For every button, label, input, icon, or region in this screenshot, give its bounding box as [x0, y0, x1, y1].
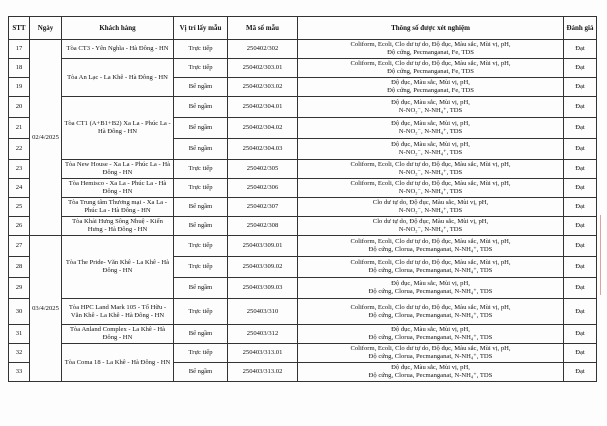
row-code: 250402/308	[228, 217, 298, 236]
table-body	[9, 40, 597, 382]
row-params	[298, 344, 564, 363]
row-code: 250402/302	[228, 40, 298, 59]
row-result: Đạt	[564, 59, 597, 78]
row-location: Bể ngầm	[174, 139, 228, 160]
param-line: Coliform, Ecoli, Clo dư tự do, Độ đục, Màu sắc, Mùi vị, pH,	[350, 41, 511, 49]
header-date: Ngày	[30, 17, 62, 40]
row-code: 250403/313.01	[228, 344, 298, 363]
row-location: Trực tiếp	[174, 344, 228, 363]
row-code: 250402/304.03	[228, 139, 298, 160]
param-line: N-NO₂⁻, N-NH₄⁺, TDS	[398, 207, 463, 214]
row-params	[298, 40, 564, 59]
table-row	[9, 59, 597, 78]
table-row	[9, 217, 597, 236]
header-code: Mã số mẫu	[228, 17, 298, 40]
row-result: Đạt	[564, 97, 597, 118]
row-result: Đạt	[564, 363, 597, 382]
row-result: Đạt	[564, 198, 597, 217]
row-stt: 23	[9, 160, 30, 179]
row-code: 250403/310	[228, 299, 298, 325]
row-params	[298, 160, 564, 179]
row-date: 03/4/2025	[30, 236, 62, 382]
row-stt: 19	[9, 78, 30, 97]
row-location: Trực tiếp	[174, 257, 228, 278]
row-stt: 29	[9, 278, 30, 299]
row-stt: 31	[9, 325, 30, 344]
results-table	[8, 16, 597, 382]
param-line: Độ cứng, Pecmanganat, Fe, TDS	[387, 87, 474, 94]
param-line: Độ đục, Màu sắc, Mùi vị, pH,	[391, 326, 470, 334]
row-result: Đạt	[564, 139, 597, 160]
row-customer: Tòa Trung tâm Thương mại - Xa La - Phúc La - Hà Đông - HN	[62, 198, 174, 217]
row-customer: Tòa The Pride- Văn Khê - La Khê - Hà Đông - HN	[62, 236, 174, 299]
param-line: Coliform, Ecoli, Clo dư tự do, Độ đục, Màu sắc, Mùi vị, pH,	[350, 60, 511, 68]
row-code: 250402/303.02	[228, 78, 298, 97]
row-code: 250403/309.03	[228, 278, 298, 299]
row-customer: Tòa CT1 (A+B1+B2) Xa La - Phúc La - Hà Đông - HN	[62, 97, 174, 160]
row-location: Bể ngầm	[174, 198, 228, 217]
row-params	[298, 97, 564, 118]
row-params	[298, 139, 564, 160]
row-location: Trực tiếp	[174, 299, 228, 325]
row-location: Trực tiếp	[174, 160, 228, 179]
param-line: Coliform, Ecoli, Clo dư tự do, Độ đục, Màu sắc, Mùi vị, pH,	[350, 259, 511, 267]
row-code: 250402/303.01	[228, 59, 298, 78]
row-params	[298, 363, 564, 382]
row-customer: Tòa Hemisco - Xa La - Phúc La - Hà Đông - HN	[62, 179, 174, 198]
row-result: Đạt	[564, 78, 597, 97]
param-line: Độ đục, Màu sắc, Mùi vị, pH,	[391, 364, 470, 372]
row-params	[298, 236, 564, 257]
param-line: Độ cứng, Clorua, Pecmanganat, N-NH₄⁺, TDS	[368, 334, 493, 341]
row-params	[298, 78, 564, 97]
row-customer: Tòa CT3 - Yên Nghĩa - Hà Đông - HN	[62, 40, 174, 59]
row-stt: 18	[9, 59, 30, 78]
table-row	[9, 344, 597, 363]
header-params: Thông số được xét nghiệm	[298, 17, 564, 40]
row-result: Đạt	[564, 278, 597, 299]
table-row	[9, 299, 597, 325]
param-line: Coliform, Ecoli, Clo dư tự do, Độ đục, Màu sắc, Mùi vị, pH,	[350, 303, 511, 311]
param-line: N-NO₂⁻, N-NH₄⁺, TDS	[398, 188, 463, 195]
param-line: N-NO₂⁻, N-NH₄⁺, TDS	[398, 226, 463, 233]
row-code: 250403/312	[228, 325, 298, 344]
row-customer: Tòa HPC Land Mark 105 - Tố Hữu - Văn Khê - La Khê - Hà Đông - HN	[62, 299, 174, 325]
row-location: Trực tiếp	[174, 59, 228, 78]
row-customer: Tòa An Lạc - La Khê - Hà Đông - HN	[62, 59, 174, 97]
row-params	[298, 257, 564, 278]
row-stt: 22	[9, 139, 30, 160]
param-line: Độ cứng, Clorua, Pecmanganat, N-NH₄⁺, TDS	[368, 372, 493, 379]
row-stt: 21	[9, 118, 30, 139]
row-code: 250403/309.02	[228, 257, 298, 278]
param-line: Độ đục, Màu sắc, Mùi vị, pH,	[391, 141, 470, 149]
table-row	[9, 236, 597, 257]
row-stt: 33	[9, 363, 30, 382]
row-result: Đạt	[564, 40, 597, 59]
row-params	[298, 325, 564, 344]
row-code: 250402/304.01	[228, 97, 298, 118]
header-row	[9, 17, 597, 40]
table-row	[9, 179, 597, 198]
row-stt: 28	[9, 257, 30, 278]
row-result: Đạt	[564, 299, 597, 325]
row-customer: Tòa Coma 18 - La Khê - Hà Đông - HN	[62, 344, 174, 382]
row-result: Đạt	[564, 118, 597, 139]
row-customer: Tòa Anland Complex - La Khê - Hà Đông - HN	[62, 325, 174, 344]
row-params	[298, 179, 564, 198]
row-location: Bể ngầm	[174, 78, 228, 97]
param-line: Độ cứng, Clorua, Pecmanganat, N-NH₄⁺, TDS	[368, 353, 493, 360]
row-params	[298, 198, 564, 217]
row-location: Trực tiếp	[174, 179, 228, 198]
row-result: Đạt	[564, 325, 597, 344]
param-line: Độ đục, Màu sắc, Mùi vị, pH,	[391, 120, 470, 128]
header-result: Đánh giá	[564, 17, 597, 40]
row-code: 250403/313.02	[228, 363, 298, 382]
param-line: N-NO₂⁻, N-NH₄⁺, TDS	[398, 107, 463, 114]
param-line: Coliform, Ecoli, Clo dư tự do, Độ đục, Màu sắc, Mùi vị, pH,	[350, 238, 511, 246]
row-date: 02/4/2025	[30, 40, 62, 236]
param-line: Độ đục, Màu sắc, Mùi vị, pH,	[391, 99, 470, 107]
row-location: Bể ngầm	[174, 217, 228, 236]
table-row	[9, 40, 597, 59]
param-line: Độ cứng, Clorua, Pecmanganat, N-NH₄⁺, TDS	[368, 246, 493, 253]
row-code: 250402/307	[228, 198, 298, 217]
row-code: 250402/305	[228, 160, 298, 179]
row-stt: 24	[9, 179, 30, 198]
table-row	[9, 325, 597, 344]
param-line: Coliform, Ecoli, Clo dư tự do, Độ đục, Màu sắc, Mùi vị, pH,	[350, 161, 511, 169]
param-line: Độ đục, Màu sắc, Mùi vị, pH,	[391, 280, 470, 288]
row-location: Bể ngầm	[174, 325, 228, 344]
row-params	[298, 278, 564, 299]
row-code: 250402/306	[228, 179, 298, 198]
param-line: Coliform, Ecoli, Clo dư tự do, Độ đục, Màu sắc, Mùi vị, pH,	[350, 180, 511, 188]
row-stt: 27	[9, 236, 30, 257]
row-location: Trực tiếp	[174, 40, 228, 59]
row-result: Đạt	[564, 160, 597, 179]
row-location: Bể ngầm	[174, 97, 228, 118]
row-code: 250402/304.02	[228, 118, 298, 139]
row-code: 250403/309.01	[228, 236, 298, 257]
row-stt: 17	[9, 40, 30, 59]
param-line: N-NO₂⁻, N-NH₄⁺, TDS	[398, 169, 463, 176]
row-location: Bể ngầm	[174, 363, 228, 382]
row-result: Đạt	[564, 257, 597, 278]
table-row	[9, 160, 597, 179]
row-params	[298, 59, 564, 78]
row-params	[298, 118, 564, 139]
header-location: Vị trí lấy mẫu	[174, 17, 228, 40]
param-line: Clo dư tự do, Độ đục, Màu sắc, Mùi vị, pH,	[372, 199, 489, 207]
param-line: Độ cứng, Pecmanganat, Fe, TDS	[387, 49, 474, 56]
row-location: Bể ngầm	[174, 278, 228, 299]
header-stt: STT	[9, 17, 30, 40]
row-result: Đạt	[564, 236, 597, 257]
param-line: N-NO₂⁻, N-NH₄⁺, TDS	[398, 128, 463, 135]
param-line: Coliform, Ecoli, Clo dư tự do, Độ đục, Màu sắc, Mùi vị, pH,	[350, 345, 511, 353]
param-line: Độ cứng, Clorua, Pecmanganat, N-NH₄⁺, TDS	[368, 311, 493, 319]
param-line: N-NO₂⁻, N-NH₄⁺, TDS	[398, 149, 463, 156]
table-row	[9, 97, 597, 118]
row-stt: 20	[9, 97, 30, 118]
row-stt: 32	[9, 344, 30, 363]
row-stt: 30	[9, 299, 30, 325]
row-result: Đạt	[564, 217, 597, 236]
table-row	[9, 198, 597, 217]
row-result: Đạt	[564, 179, 597, 198]
row-customer: Tòa Khải Hưng Sông Nhuệ - Kiến Hưng - Hà Đông - HN	[62, 217, 174, 236]
row-result: Đạt	[564, 344, 597, 363]
row-stt: 25	[9, 198, 30, 217]
param-line: Clo dư tự do, Độ đục, Màu sắc, Mùi vị, pH,	[372, 218, 489, 226]
header-customer: Khách hàng	[62, 17, 174, 40]
row-location: Bể ngầm	[174, 118, 228, 139]
row-params	[298, 299, 564, 325]
row-location: Trực tiếp	[174, 236, 228, 257]
row-stt: 26	[9, 217, 30, 236]
param-line: Độ đục, Màu sắc, Mùi vị, pH,	[391, 79, 470, 87]
margin-mark	[600, 215, 607, 295]
row-customer: Tòa New House - Xa La - Phúc La - Hà Đông - HN	[62, 160, 174, 179]
param-line: Độ cứng, Clorua, Pecmanganat, N-NH₄⁺, TDS	[368, 267, 493, 274]
param-line: Độ cứng, Clorua, Pecmanganat, N-NH₄⁺, TDS	[368, 288, 493, 295]
row-params	[298, 217, 564, 236]
param-line: Độ cứng, Pecmanganat, Fe, TDS	[387, 68, 474, 75]
